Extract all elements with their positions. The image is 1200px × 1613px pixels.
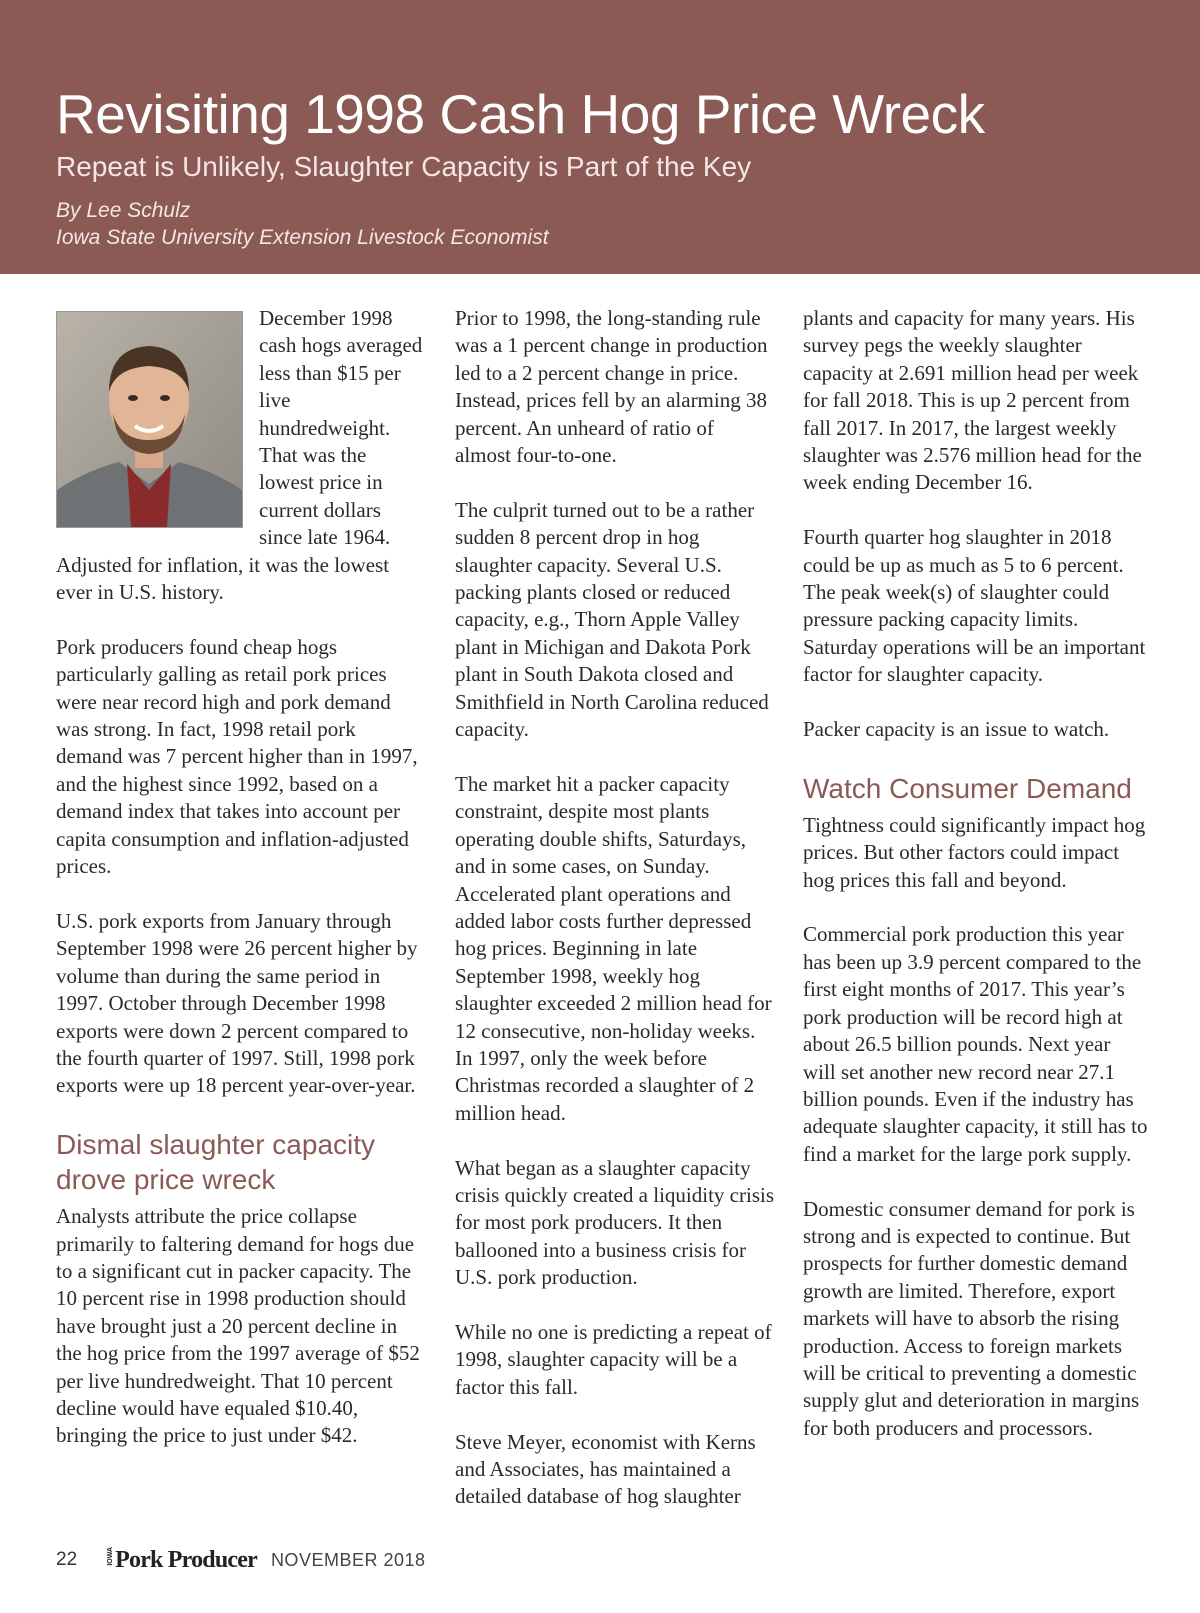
publication-logo bbox=[107, 1547, 257, 1574]
publication-name: Pork Producer bbox=[115, 1546, 257, 1573]
paragraph: December 1998 cash hogs averaged less than $15 per live hundredweight. That was the lowest price in current dollars since late 1964. Adjusted for inflation, it was the lowest ever in U.S. history. bbox=[56, 306, 423, 605]
article-column-2 bbox=[455, 305, 775, 1538]
paragraph: While no one is predicting a repeat of 1998, slaughter capacity will be a factor this fall. bbox=[455, 1319, 772, 1399]
paragraph: Steve Meyer, economist with Kerns and Associates, has maintained a detailed database of hog slaughter bbox=[455, 1429, 756, 1509]
article-column-3 bbox=[803, 305, 1148, 1470]
page-number: 22 bbox=[56, 1549, 78, 1570]
paragraph: Fourth quarter hog slaughter in 2018 could be up as much as 5 to 6 percent. The peak week(s) of slaughter could pressure packing capacity limits. Saturday operations will be an important factor for slaughter capacity. bbox=[803, 525, 1146, 687]
paragraph: Commercial pork production this year has been up 3.9 percent compared to the first eight months of 2017. This year’s pork production will be record high at about 26.5 billion pounds. Next year will set another new record near 27.1 billion pounds. Even if the industry has adequate slaughter capacity, it still has to find a market for the large pork supply. bbox=[803, 922, 1148, 1166]
byline bbox=[56, 197, 549, 251]
paragraph: Packer capacity is an issue to watch. bbox=[803, 717, 1110, 742]
page-footer bbox=[56, 1546, 426, 1574]
title-banner bbox=[0, 0, 1200, 274]
section-heading: Dismal slaughter capacity drove price wreck bbox=[56, 1129, 376, 1196]
author-title: Iowa State University Extension Livestock Economist bbox=[56, 226, 549, 249]
paragraph: Domestic consumer demand for pork is strong and is expected to continue. But prospects for further domestic demand growth are limited. Therefore, export markets will have to absorb the rising production. Access to foreign markets will be critical to preventing a domestic supply glut and deterioration in margins for both producers and processors. bbox=[803, 1196, 1140, 1440]
article-title: Revisiting 1998 Cash Hog Price Wreck bbox=[56, 83, 985, 145]
paragraph: Analysts attribute the price collapse primarily to faltering demand for hogs due to a significant cut in packer capacity. The 10 percent rise in 1998 production should have brought just a 20 percent decline in the hog price from the 1997 average of $52 per live hundredweight. That 10 percent decline would have equaled $10.40, bringing the price to just under $42. bbox=[56, 1204, 420, 1448]
paragraph: The culprit turned out to be a rather sudden 8 percent drop in hog slaughter capacity. Several U.S. packing plants closed or reduced capacity, e.g., Thorn Apple Valley plant in Michigan and Dakota Pork plant in South Dakota closed and Smithfield in North Carolina reduced capacity. bbox=[455, 497, 769, 742]
issue-date: NOVEMBER 2018 bbox=[270, 1549, 426, 1570]
author-name: By Lee Schulz bbox=[56, 199, 191, 222]
section-heading: Watch Consumer Demand bbox=[803, 772, 1132, 804]
paragraph: What began as a slaughter capacity crisis quickly created a liquidity crisis for most pork producers. It then ballooned into a business crisis for U.S. pork production. bbox=[455, 1155, 774, 1290]
article-subtitle: Repeat is Unlikely, Slaughter Capacity is Part of the Key bbox=[56, 151, 752, 182]
paragraph: Tightness could significantly impact hog prices. But other factors could impact hog prices this fall and beyond. bbox=[803, 812, 1146, 892]
author-portrait-photo bbox=[56, 311, 243, 528]
paragraph: The market hit a packer capacity constraint, despite most plants operating double shifts, Saturdays, and in some cases, on Sunday. Accelerated plant operations and added labor costs further depressed hog prices. Beginning in late September 1998, weekly hog slaughter exceeded 2 million head for 12 consecutive, non-holiday weeks. In 1997, only the week before Christmas recorded a slaughter of 2 million head. bbox=[455, 771, 772, 1125]
paragraph: Prior to 1998, the long-standing rule was a 1 percent change in production led to a 2 percent change in price. Instead, prices fell by an alarming 38 percent. An unheard of ratio of almost four-to-one. bbox=[455, 306, 768, 468]
paragraph: U.S. pork exports from January through September 1998 were 26 percent higher by volume than during the same period in 1997. October through December 1998 exports were down 2 percent compared to the fourth quarter of 1997. Still, 1998 pork exports were up 18 percent year-over-year. bbox=[56, 908, 418, 1098]
publication-prefix: IOWA bbox=[107, 1546, 115, 1566]
paragraph: Pork producers found cheap hogs particularly galling as retail pork prices were near record high and pork demand was strong. In fact, 1998 retail pork demand was 7 percent higher than in 1997, and the highest since 1992, based on a demand index that takes into account per capita consumption and inflation-adjusted prices. bbox=[56, 634, 418, 879]
paragraph: plants and capacity for many years. His survey pegs the weekly slaughter capacity at 2.691 million head per week for fall 2018. This is up 2 percent from fall 2017. In 2017, the largest weekly slaughter was 2.576 million head for the week ending December 16. bbox=[803, 306, 1142, 495]
article-column-1 bbox=[56, 305, 423, 1477]
